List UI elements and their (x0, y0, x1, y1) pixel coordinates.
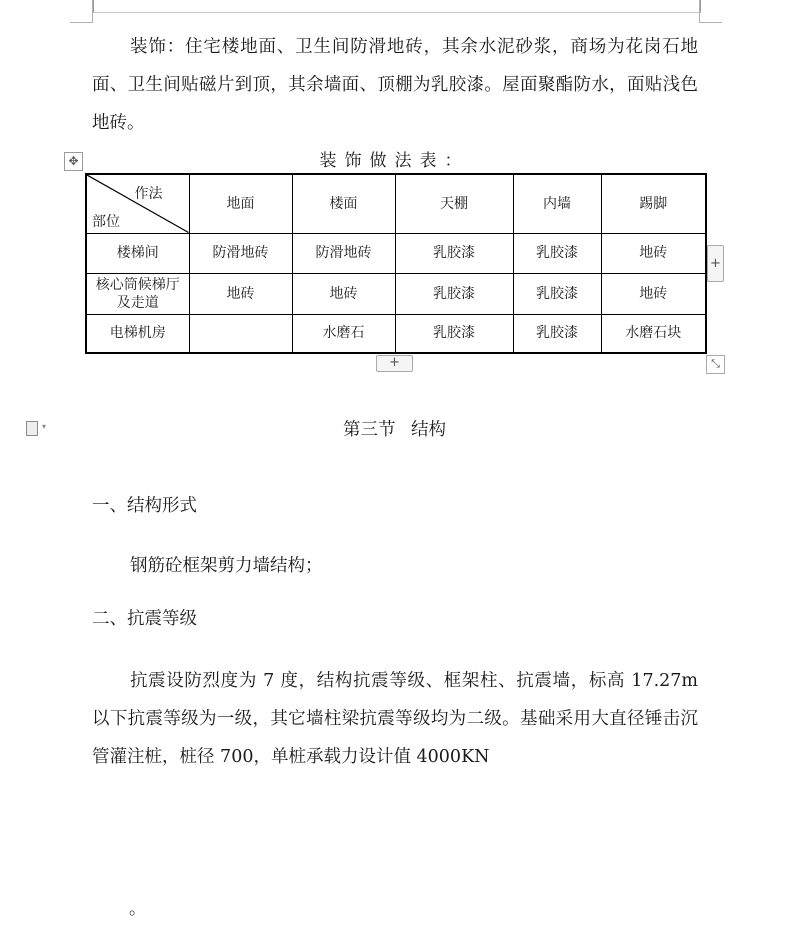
add-column-button[interactable]: + (707, 245, 724, 282)
table-header-cell[interactable]: 楼面 (292, 174, 395, 233)
row-label-cell[interactable]: 核心筒候梯厅及走道 (86, 273, 189, 314)
structure-paragraph[interactable]: 钢筋砼框架剪力墙结构； (130, 556, 323, 576)
table-cell[interactable]: 乳胶漆 (395, 233, 513, 273)
table-row (86, 314, 706, 353)
table-header-cell[interactable]: 内墙 (513, 174, 601, 233)
table-cell[interactable]: 水磨石块 (601, 314, 706, 353)
table-row (86, 233, 706, 273)
page-corner-mark-left (70, 0, 93, 23)
section-title[interactable]: 第三节 结构 (342, 420, 447, 440)
table-cell[interactable]: 乳胶漆 (513, 314, 601, 353)
add-row-button[interactable]: + (376, 355, 413, 372)
table-cell[interactable]: 乳胶漆 (513, 233, 601, 273)
corner-label-location: 部位 (92, 213, 120, 230)
decoration-table[interactable] (85, 173, 707, 354)
table-move-handle-icon[interactable]: ✥ (64, 152, 83, 171)
heading-structure-form[interactable]: 一、结构形式 (92, 496, 197, 516)
chevron-down-icon: ▾ (42, 422, 47, 431)
table-cell[interactable]: 地砖 (189, 273, 292, 314)
row-label-cell[interactable]: 楼梯间 (86, 233, 189, 273)
table-cell[interactable]: 乳胶漆 (395, 314, 513, 353)
table-cell[interactable]: 地砖 (601, 273, 706, 314)
table-header-cell[interactable]: 地面 (189, 174, 292, 233)
table-header-cell[interactable]: 天棚 (395, 174, 513, 233)
page-corner-mark-right (699, 0, 722, 23)
decor-paragraph[interactable]: 装饰：住宅楼地面、卫生间防滑地砖，其余水泥砂浆，商场为花岗石地面、卫生间贴磁片到顶，其余墙面、顶棚为乳胶漆。屋面聚酯防水，面贴浅色地砖。 (92, 37, 698, 133)
table-caption[interactable]: 装饰做法表： (319, 151, 470, 171)
table-corner-cell[interactable] (86, 174, 189, 233)
table-row (86, 273, 706, 314)
table-cell[interactable]: 乳胶漆 (513, 273, 601, 314)
seismic-paragraph[interactable]: 抗震设防烈度为 7 度，结构抗震等级、框架柱、抗震墙，标高 17.27m 以下抗震等级为一级，其它墙柱梁抗震等级均为二级。基础采用大直径锤击沉管灌注桩，桩径 700，单桩承载力设计值 4000KN (92, 671, 698, 767)
trailing-punctuation[interactable]: 。 (129, 899, 146, 919)
table-cell[interactable]: 乳胶漆 (395, 273, 513, 314)
table-header-cell[interactable]: 踢脚 (601, 174, 706, 233)
table-cell[interactable] (189, 314, 292, 353)
table-cell[interactable]: 地砖 (292, 273, 395, 314)
table-cell[interactable]: 水磨石 (292, 314, 395, 353)
table-header-row (86, 174, 706, 233)
row-label-cell[interactable]: 电梯机房 (86, 314, 189, 353)
page-top-edge (93, 0, 701, 13)
table-cell[interactable]: 防滑地砖 (189, 233, 292, 273)
table-cell[interactable]: 防滑地砖 (292, 233, 395, 273)
table-cell[interactable]: 地砖 (601, 233, 706, 273)
table-resize-handle-icon[interactable]: ⤡ (706, 355, 725, 374)
heading-seismic-grade[interactable]: 二、抗震等级 (92, 609, 197, 629)
corner-label-method: 作法 (134, 186, 163, 202)
